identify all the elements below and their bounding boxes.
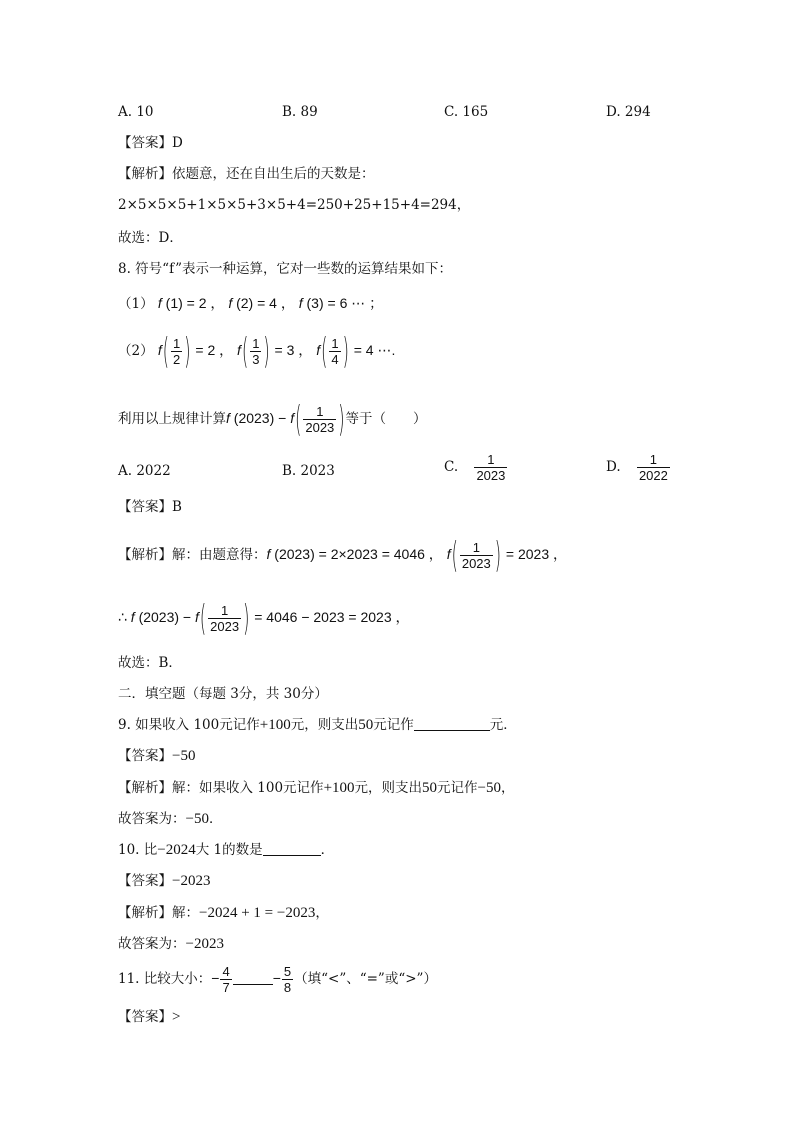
q10-analysis: 【解析】解：−2024 + 1 = −2023， xyxy=(118,905,329,921)
q9-final: 故答案为：−50． xyxy=(118,811,223,827)
q9-stem: 9. 如果收入 100元记作+100元，则支出50元记作 元． xyxy=(118,717,517,733)
analysis-prefix: 解：由题意得： xyxy=(172,547,267,563)
q8-analysis: 【解析】解：由题意得：f (2023) = 2×2023 = 4046 ， f( $\frac{1}{2023}$ ) = 2023 ， xyxy=(118,533,568,576)
q7-option-d: D. 294 xyxy=(606,104,651,120)
section-heading: 二．填空题（每题 3分，共 30分） xyxy=(118,686,328,702)
analysis-tag: 【解析】 xyxy=(118,547,172,563)
q7-analysis xyxy=(118,163,375,185)
question-suffix: 等于（ ） xyxy=(345,411,427,427)
q8-answer xyxy=(118,496,182,518)
q8-rule-2: （2） f( $\frac{1}{2}$ ) = 2 ， f( $\frac{1}{3}$ ) = 3 ， f( $\frac{1}{4}$ ) = 4 ⋯. xyxy=(118,329,396,372)
question-prefix: 利用以上规律计算 xyxy=(118,411,226,427)
analysis-tag: 【解析】 xyxy=(118,166,172,182)
answer-tag: 【答案】 xyxy=(118,748,172,764)
answer-value: B xyxy=(172,499,182,515)
q11-answer: 【答案】> xyxy=(118,1009,181,1025)
q8-option-a: A. 2022 xyxy=(118,463,171,479)
rule-prefix: （1） xyxy=(118,296,154,312)
q7-calculation: 2×5×5×5+1×5×5+3×5+4=250+25+15+4=294， xyxy=(118,197,471,213)
q8-choose: 故选：B． xyxy=(118,655,182,671)
analysis-text: 依题意，还在自出生后的天数是： xyxy=(172,166,375,182)
answer-value: D xyxy=(172,135,183,151)
answer-tag: 【答案】 xyxy=(118,135,172,151)
q8-option-b: B. 2023 xyxy=(282,463,335,479)
q8-option-d: D. $\frac{1}{2022}$ xyxy=(606,452,668,483)
q8-question: 利用以上规律计算f (2023) − f( $\frac{1}{2023}$ )等于（ ） xyxy=(118,397,427,440)
q7-choose: 故选：D． xyxy=(118,230,183,246)
q8-rule-1: （1） f (1) = 2 ， f (2) = 4 ， f (3) = 6 ⋯ ； xyxy=(118,295,384,312)
answer-value: −50 xyxy=(172,748,196,764)
q7-option-a: A. 10 xyxy=(118,104,154,120)
q9-answer xyxy=(118,745,195,767)
q10-stem: 10. 比−2024大 1的数是 ． xyxy=(118,842,335,858)
rule-prefix: （2） xyxy=(118,343,154,359)
answer-blank[interactable] xyxy=(233,970,273,985)
q10-answer: 【答案】−2023 xyxy=(118,873,211,889)
q8-analysis-2: ∴ f (2023) − f( $\frac{1}{2023}$ ) = 4046 − 2023 = 2023 ， xyxy=(118,596,410,639)
q7-answer xyxy=(118,132,183,154)
q9-analysis: 【解析】解：如果收入 100元记作+100元，则支出50元记作−50， xyxy=(118,780,515,796)
answer-blank[interactable] xyxy=(414,716,490,731)
q10-final: 故答案为：−2023 xyxy=(118,936,224,952)
q7-option-c: C. 165 xyxy=(444,104,489,120)
answer-blank[interactable] xyxy=(263,841,321,856)
answer-tag: 【答案】 xyxy=(118,499,172,515)
q8-option-c: C. $\frac{1}{2023}$ xyxy=(444,452,506,483)
q7-option-b: B. 89 xyxy=(282,104,318,120)
q11-stem: 11. 比较大小：− $\frac{4}{7}$ − $\frac{5}{8}$ （填“<”、“=”或“>”） xyxy=(118,964,437,995)
q8-stem: 8. 符号“f”表示一种运算，它对一些数的运算结果如下： xyxy=(118,261,452,277)
